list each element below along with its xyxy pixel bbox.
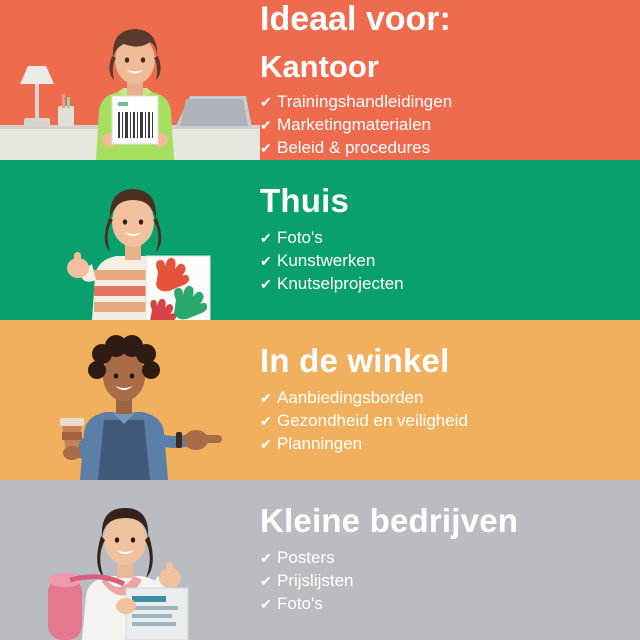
band-thuis (0, 160, 640, 320)
list-item (260, 137, 622, 160)
list-item-label: Beleid & procedures (277, 137, 431, 157)
band-thuis-heading: Thuis (260, 182, 349, 220)
list-item (260, 114, 622, 137)
band-kantoor (0, 0, 640, 160)
check-icon: ✔ (260, 412, 272, 429)
list-item (260, 387, 622, 410)
list-item (260, 593, 622, 616)
band-winkel-bullets (260, 387, 622, 456)
check-icon: ✔ (260, 275, 272, 292)
check-icon: ✔ (260, 94, 272, 111)
photo-office-woman (0, 0, 260, 160)
list-item-label: Kunstwerken (277, 250, 376, 270)
store-scene-illustration (0, 320, 260, 480)
thumbs-up-icon (67, 252, 89, 278)
photo-girl-artwork (0, 160, 260, 320)
check-icon: ✔ (260, 435, 272, 452)
check-icon: ✔ (260, 229, 272, 246)
check-icon: ✔ (260, 139, 272, 156)
list-item-label: Posters (277, 547, 335, 567)
poster-intro-title: Ideaal voor: (260, 0, 451, 39)
list-item-label: Aanbiedingsborden (277, 387, 424, 407)
check-icon: ✔ (260, 549, 272, 566)
check-icon: ✔ (260, 389, 272, 406)
list-item-label: Gezondheid en veiligheid (277, 410, 468, 430)
list-item-label: Marketingmaterialen (277, 115, 432, 135)
band-kantoor-text (260, 0, 640, 160)
check-icon: ✔ (260, 595, 272, 612)
band-kantoor-heading: Kantoor (260, 49, 379, 85)
thumbs-up-icon (159, 562, 181, 588)
band-kleine-bedrijven (0, 480, 640, 640)
list-item (260, 410, 622, 433)
photo-barista-pointing (0, 320, 260, 480)
list-item (260, 250, 622, 273)
list-item-label: Foto's (277, 593, 323, 613)
office-scene-illustration (0, 0, 260, 160)
band-kantoor-bullets (260, 91, 622, 160)
band-kleine-bedrijven-heading: Kleine bedrijven (260, 502, 519, 540)
list-item-label: Planningen (277, 433, 363, 453)
yoga-mat (48, 573, 82, 640)
list-item-label: Prijslijsten (277, 570, 354, 590)
list-item (260, 570, 622, 593)
small-business-scene-illustration (0, 480, 260, 640)
pointing-hand-icon (184, 430, 222, 450)
home-scene-illustration (0, 160, 260, 320)
list-item-label: Trainingshandleidingen (277, 92, 453, 112)
band-winkel-heading: In de winkel (260, 342, 450, 380)
list-item (260, 433, 622, 456)
band-thuis-text (260, 184, 640, 295)
list-item (260, 547, 622, 570)
list-item (260, 227, 622, 250)
check-icon: ✔ (260, 572, 272, 589)
list-item-label: Foto's (277, 227, 323, 247)
band-kleine-bedrijven-text (260, 504, 640, 615)
list-item-label: Knutselprojecten (277, 273, 404, 293)
photo-woman-yoga-bag (0, 480, 260, 640)
check-icon: ✔ (260, 117, 272, 134)
band-kleine-bedrijven-bullets (260, 547, 622, 616)
list-item (260, 273, 622, 296)
check-icon: ✔ (260, 252, 272, 269)
list-item (260, 91, 622, 114)
band-winkel-text (260, 344, 640, 455)
band-winkel (0, 320, 640, 480)
band-thuis-bullets (260, 227, 622, 296)
